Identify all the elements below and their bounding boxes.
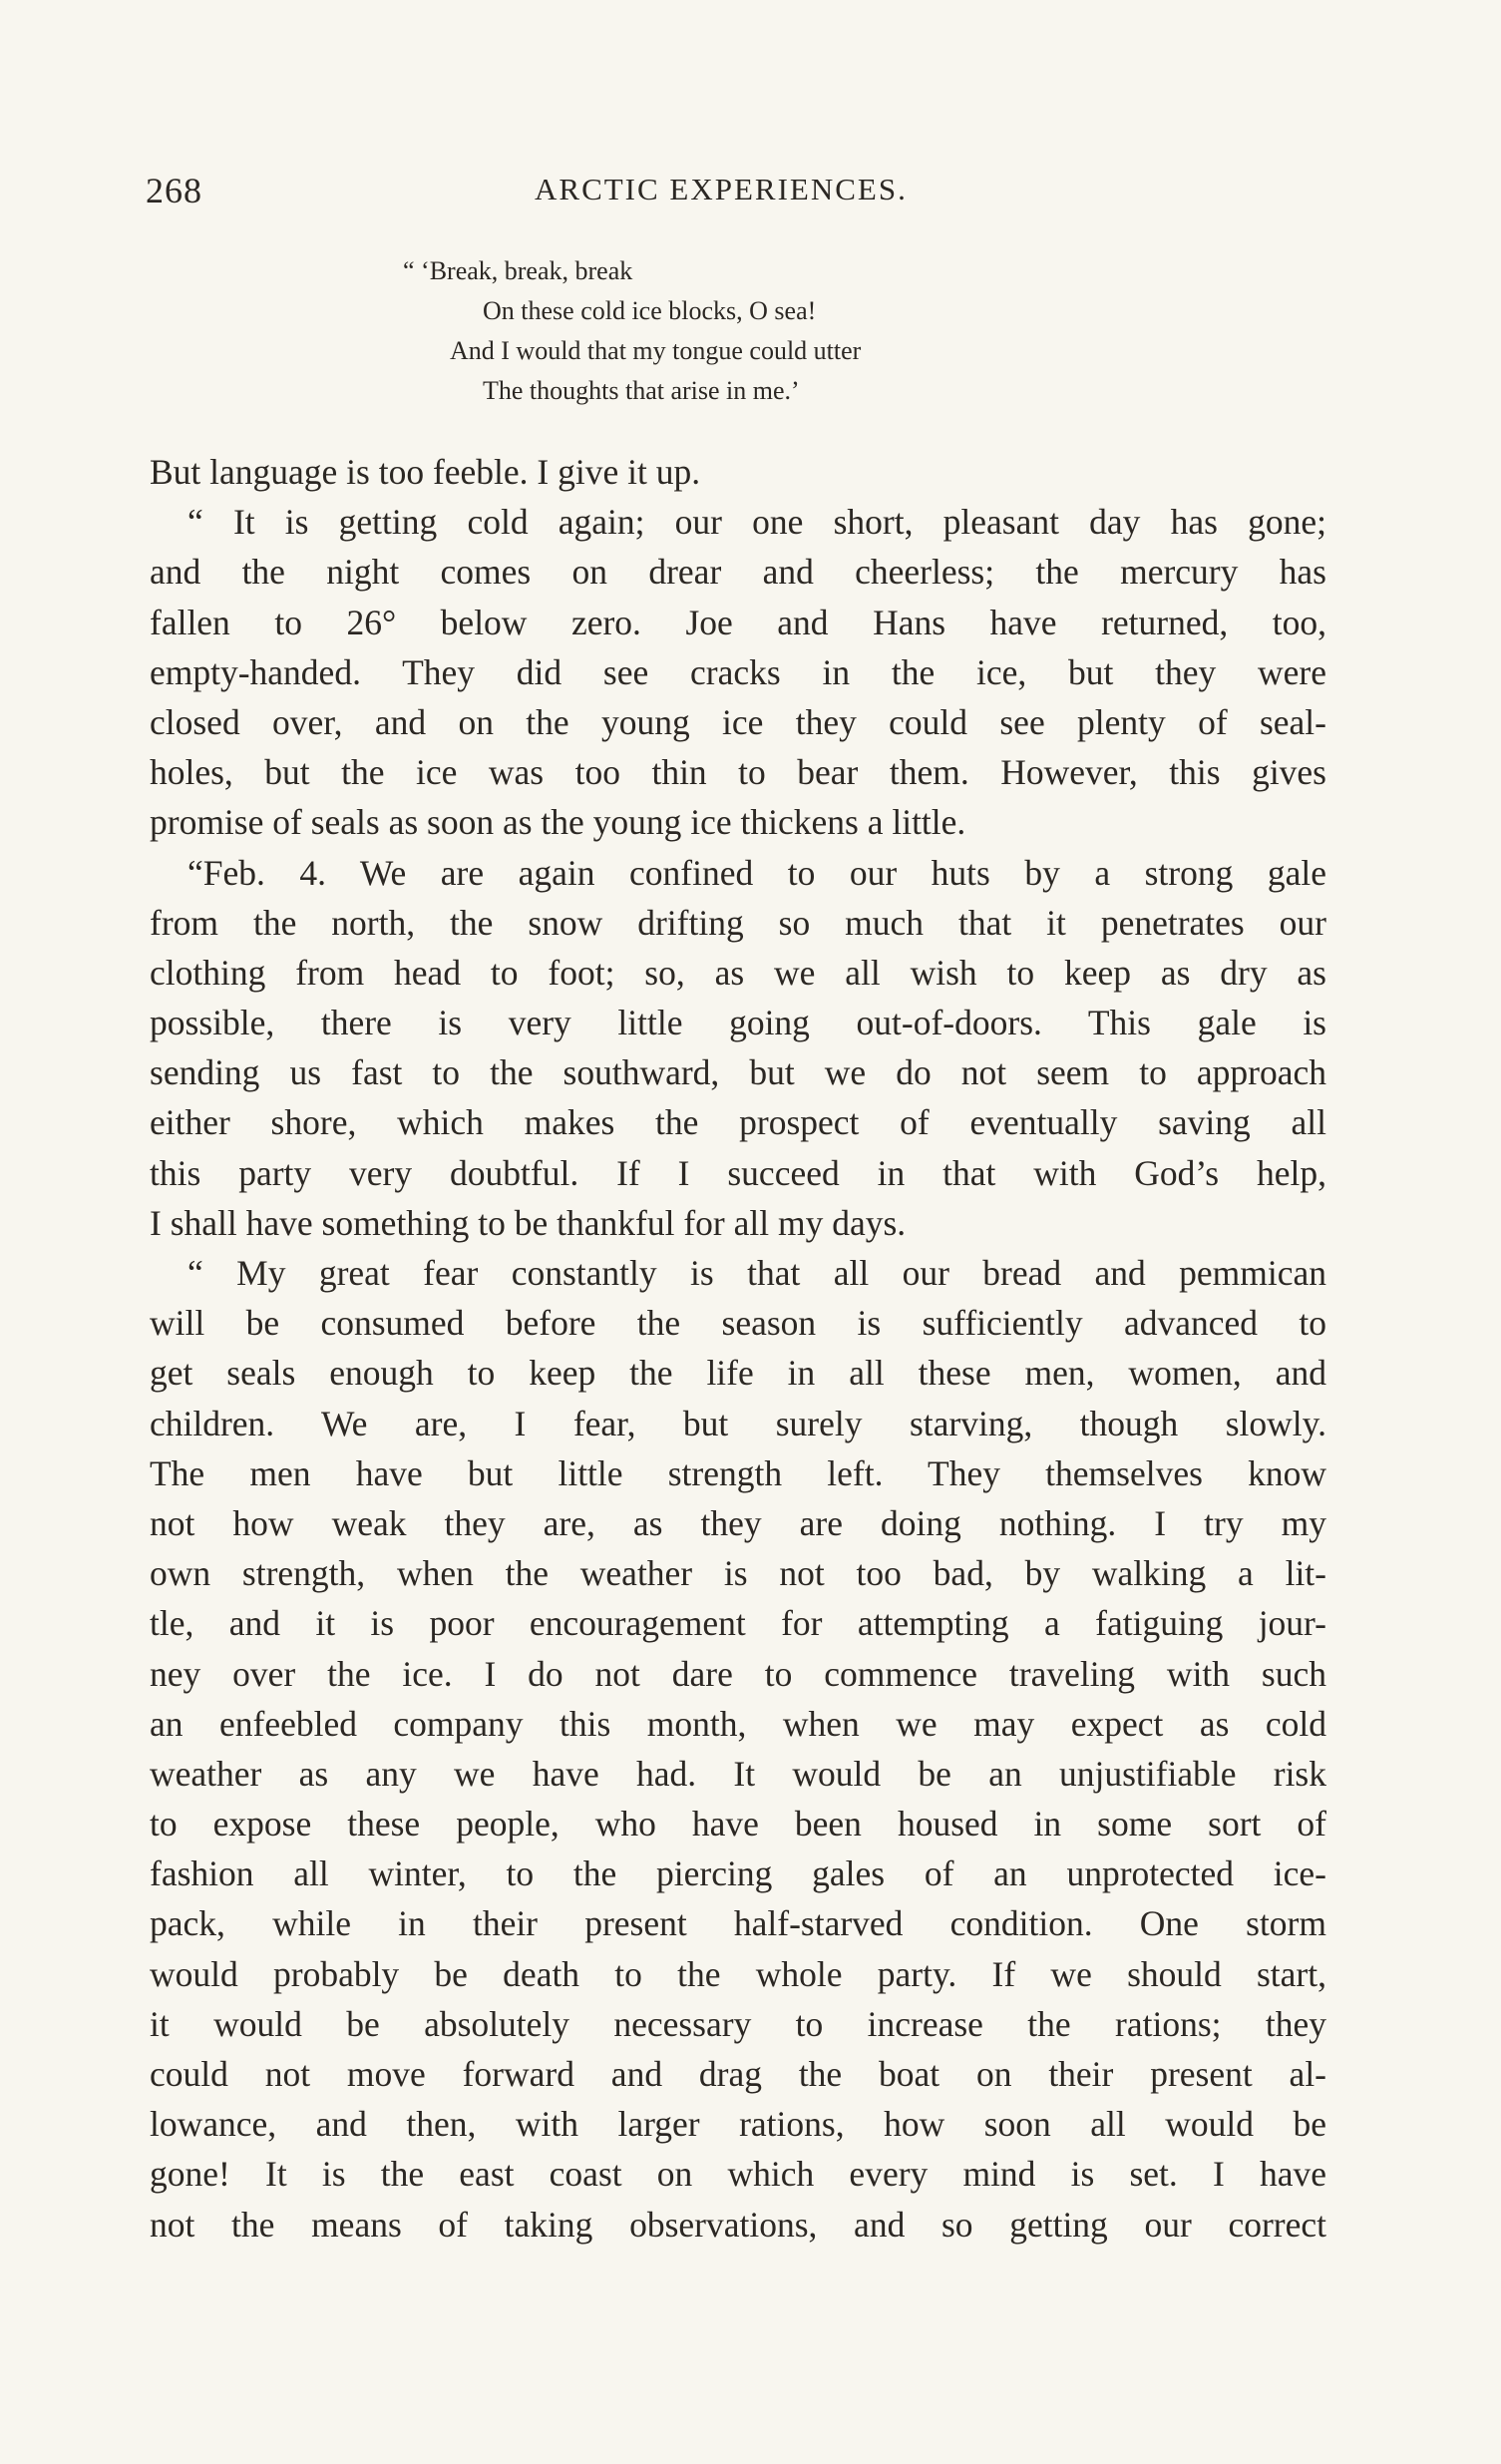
text-line: “ My great fear constantly is that all our bread and pemmican — [188, 1253, 1326, 1293]
text-line: lowance, and then, with larger rations, how soon all would be — [150, 2104, 1326, 2145]
text-line: and the night comes on drear and cheerless; the mercury has — [150, 552, 1326, 593]
text-line: could not move forward and drag the boat on their present al- — [150, 2054, 1326, 2094]
text-line: possible, there is very little going out-of-doors. This gale is — [150, 1003, 1326, 1043]
text-line: will be consumed before the season is sufficiently advanced to — [150, 1303, 1326, 1344]
text-line: not the means of taking observations, and so getting our correct — [150, 2204, 1326, 2245]
poem-quotation — [403, 251, 1041, 411]
text-line: tle, and it is poor encouragement for attempting a fatiguing jour- — [150, 1603, 1326, 1644]
text-line: “ It is getting cold again; our one short, pleasant day has gone; — [188, 502, 1326, 543]
text-line: gone! It is the east coast on which every mind is set. I have — [150, 2154, 1326, 2195]
poem-line: And I would that my tongue could utter — [450, 336, 862, 365]
text-line: empty-handed. They did see cracks in the ice, but they were — [150, 651, 1326, 692]
text-line: get seals enough to keep the life in all these men, women, and — [150, 1353, 1326, 1394]
page-header — [146, 170, 1332, 219]
text-line: ney over the ice. I do not dare to commence traveling with such — [150, 1653, 1326, 1694]
text-line: own strength, when the weather is not too bad, by walking a lit- — [150, 1553, 1326, 1594]
text-line: not how weak they are, as they are doing nothing. I try my — [150, 1502, 1326, 1543]
text-line: pack, while in their present half-starved condition. One storm — [150, 1903, 1326, 1944]
poem-line: “ ‘Break, break, break — [403, 256, 633, 285]
text-line: The men have but little strength left. They themselves know — [150, 1452, 1326, 1493]
poem-line: The thoughts that arise in me.’ — [483, 376, 800, 405]
text-line: this party very doubtful. If I succeed in that with God’s help, — [150, 1152, 1326, 1193]
poem-line: On these cold ice blocks, O sea! — [483, 296, 817, 325]
text-line: fashion all winter, to the piercing gales of an unprotected ice- — [150, 1853, 1326, 1894]
running-head: ARCTIC EXPERIENCES. — [535, 172, 908, 206]
text-line: either shore, which makes the prospect of eventually saving all — [150, 1102, 1326, 1143]
text-line: closed over, and on the young ice they could see plenty of seal- — [150, 701, 1326, 742]
text-line: I shall have something to be thankful for all my days. — [150, 1202, 907, 1243]
text-line: But language is too feeble. I give it up. — [150, 452, 701, 492]
text-line: holes, but the ice was too thin to bear them. However, this gives — [150, 752, 1326, 793]
text-line: from the north, the snow drifting so much that it penetrates our — [150, 902, 1326, 943]
text-line: promise of seals as soon as the young ice thickens a little. — [150, 802, 966, 843]
text-line: fallen to 26° below zero. Joe and Hans have returned, too, — [150, 602, 1326, 642]
body-text — [150, 447, 1326, 2250]
text-line: would probably be death to the whole party. If we should start, — [150, 1953, 1326, 1994]
text-line: children. We are, I fear, but surely starving, though slowly. — [150, 1403, 1326, 1443]
text-line: to expose these people, who have been housed in some sort of — [150, 1804, 1326, 1845]
page-number: 268 — [146, 171, 202, 210]
text-line: an enfeebled company this month, when we may expect as cold — [150, 1703, 1326, 1744]
text-line: clothing from head to foot; so, as we all wish to keep as dry as — [150, 952, 1326, 993]
text-line: sending us fast to the southward, but we do not seem to approach — [150, 1052, 1326, 1093]
text-line: weather as any we have had. It would be an unjustifiable risk — [150, 1753, 1326, 1794]
text-line: it would be absolutely necessary to increase the rations; they — [150, 2003, 1326, 2044]
text-line: “Feb. 4. We are again confined to our huts by a strong gale — [188, 852, 1326, 893]
